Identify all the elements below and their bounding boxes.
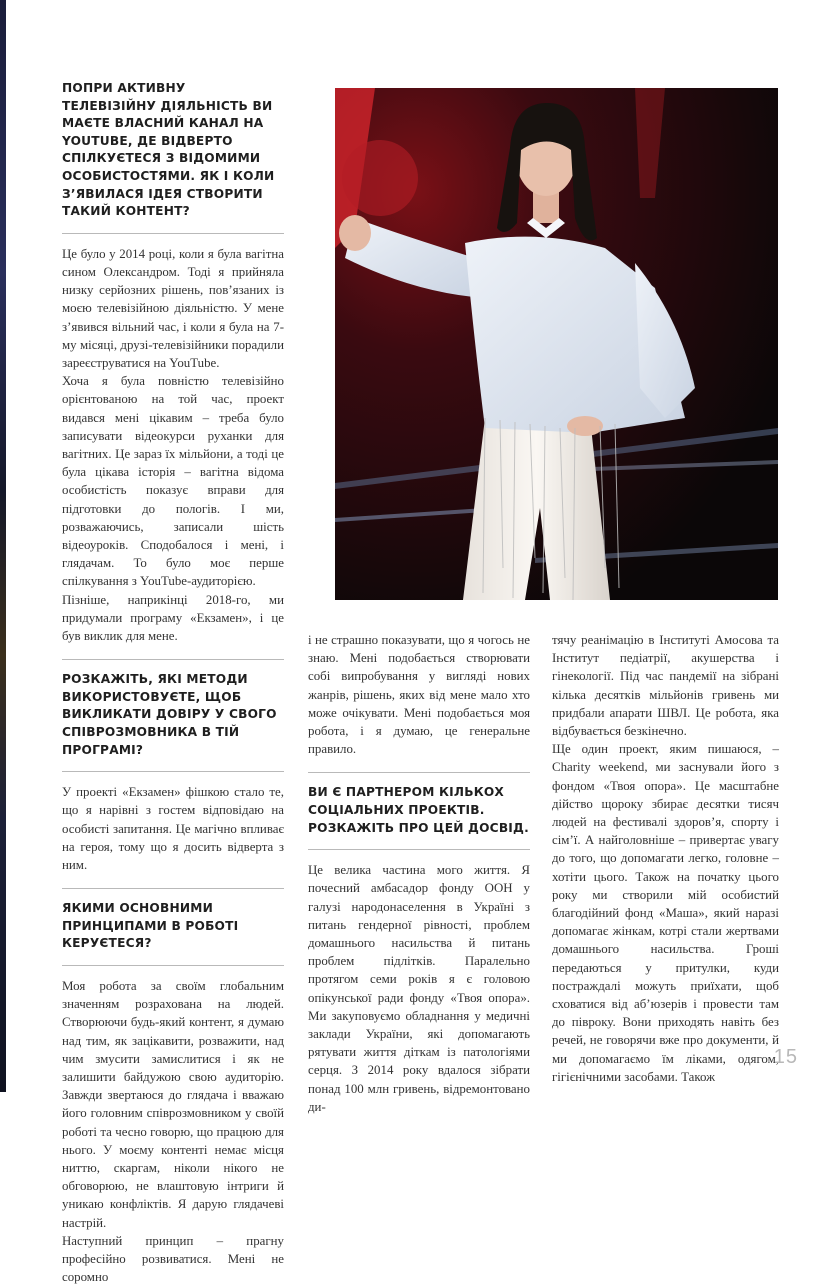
question-heading: ЯКИМИ ОСНОВНИМИ ПРИНЦИПАМИ В РОБОТІ КЕРУЄТЕСЯ? (62, 901, 239, 951)
answer-paragraph: Хоча я була повністю телевізійно орієнтованою на той час, проект видався мені цікавим – треба було записувати відеокурси руханки для вагітних. Це зараз їх мільйони, а тоді це була цікава історія – вагітна відома особистість показує вправи для підготовки до пологів. І ми, розважаючись, записали шість відеоуроків. Сподобалося і мені, і глядачам. То було моє перше спілкування з YouTube-аудиторією. (62, 374, 284, 589)
divider (62, 233, 284, 234)
question-heading: РОЗКАЖІТЬ, ЯКІ МЕТОДИ ВИКОРИСТОВУЄТЕ, ЩОБ ВИКЛИКАТИ ДОВІРУ У СВОГО СПІВРОЗМОВНИКА В ТІЙ ПРОГРАМІ? (62, 672, 277, 757)
question-heading: ВИ Є ПАРТНЕРОМ КІЛЬКОХ СОЦІАЛЬНИХ ПРОЕКТІВ. РОЗКАЖІТЬ ПРО ЦЕЙ ДОСВІД. (308, 785, 529, 835)
middle-column (308, 631, 530, 1116)
answer-paragraph: Ще один проект, яким пишаюся, – Charity weekend, ми заснували його з фондом «Твоя опора». Це масштабне дійство щороку збирає десятки тисяч людей на фестивалі здоров’я, спорту і сім’ї. А найголовніше – привертає увагу до того, що допомагати легко, головне – хотіти цього. Також на початку цього року ми створили мій особистий благодійний фонд «Маша», який наразі допомагає жінкам, котрі стали жертвами домашнього насильства. Гроші передаються у притулки, куди постраждалі можуть приїхати, щоб сховатися від аб’юзерів і провести там до півроку. Вони приходять навіть без речей, не говорячи вже про документи, й ми допомагаємо їм ліками, одягом, гігієнічними засобами. Також (552, 742, 779, 1084)
woman-portrait-stage-photo (335, 88, 778, 600)
page-number: 15 (773, 1046, 798, 1068)
divider (62, 771, 284, 772)
answer-paragraph: і не страшно показувати, що я чогось не знаю. Мені подобається створювати собі випробування у вигляді нових жанрів, рішень, яких від мене мало хто може очікувати. Мені подобається моя робота, і я думаю, це генеральне правило. (308, 633, 530, 757)
divider (308, 772, 530, 773)
left-column (62, 80, 284, 1286)
answer-paragraph: Пізніше, наприкінці 2018-го, ми придумали програму «Екзамен», і це був виклик для мене. (62, 592, 284, 644)
answer-paragraph: Це велика частина мого життя. Я почесний амбасадор фонду ООН у галузі народонаселення в Україні з питань гендерної рівності, проблем домашнього насильства й питань проблем підлітків. Паралельно протягом семи років я є головою опікунської ради фонду «Твоя опора». Ми закуповуємо обладнання у медичні заклади України, які допомагають рятувати життя діткам із патологіями серця. З 2014 року вдалося зібрати понад 100 млн гривень, відремонтовано ди- (308, 863, 530, 1114)
answer-paragraph: Наступний принцип – прагну професійно розвиватися. Мені не соромно (62, 1233, 284, 1285)
answer-paragraph: Моя робота за своїм глобальним значенням розрахована на людей. Створюючи будь-який контент, я думаю над тим, як зацікавити, розважити, над чим змусити замислитися і як не залишити байдужою свою аудиторію. Завжди звертаюся до глядача і вважаю його головним співрозмовником у своїй роботі та чесно говорю, що працюю для нього. У моєму контенті немає місця ниттю, скаргам, ніколи нікого не обговорюю, не влаштовую інтриги й уникаю конфліктів. Я дарую глядачеві настрій. (62, 978, 284, 1230)
divider (62, 659, 284, 660)
answer-paragraph: Це було у 2014 році, коли я була вагітна сином Олександром. Тоді я прийняла низку серйозних рішень, пов’язаних із моєю телевізійною діяльністю. У мене з’явився вільний час, і коли я була на 7-му місяці, друзі-телевізійники порадили зареєструватися на YouTube. (62, 246, 284, 370)
right-column (552, 631, 779, 1086)
question-heading: ПОПРИ АКТИВНУ ТЕЛЕВІЗІЙНУ ДІЯЛЬНІСТЬ ВИ МАЄТЕ ВЛАСНИЙ КАНАЛ НА YOUTUBE, ДЕ ВІДВЕРТО СПІЛКУЄТЕСЯ З ВІДОМИМИ ОСОБИСТОСТЯМИ. ЯК І КОЛИ З’ЯВИЛАСЯ ІДЕЯ СТВОРИТИ ТАКИЙ КОНТЕНТ? (62, 81, 275, 219)
divider (62, 965, 284, 966)
answer-paragraph: тячу реанімацію в Інституті Амосова та Інститут педіатрії, акушерства і гінекології. Під час пандемії на зібрані кілька десятків мільйонів гривень ми придбали апарати ШВЛ. Це робота, яка відбувається безкінечно. (552, 633, 779, 739)
photo-illustration (335, 88, 778, 600)
page-edge-strip (0, 0, 6, 1092)
answer-paragraph: У проекті «Екзамен» фішкою стало те, що я нарівні з гостем відповідаю на особисті запитання. Це магічно впливає на героя, тому що я досить відверта з ним. (62, 785, 284, 872)
divider (62, 888, 284, 889)
divider (308, 849, 530, 850)
